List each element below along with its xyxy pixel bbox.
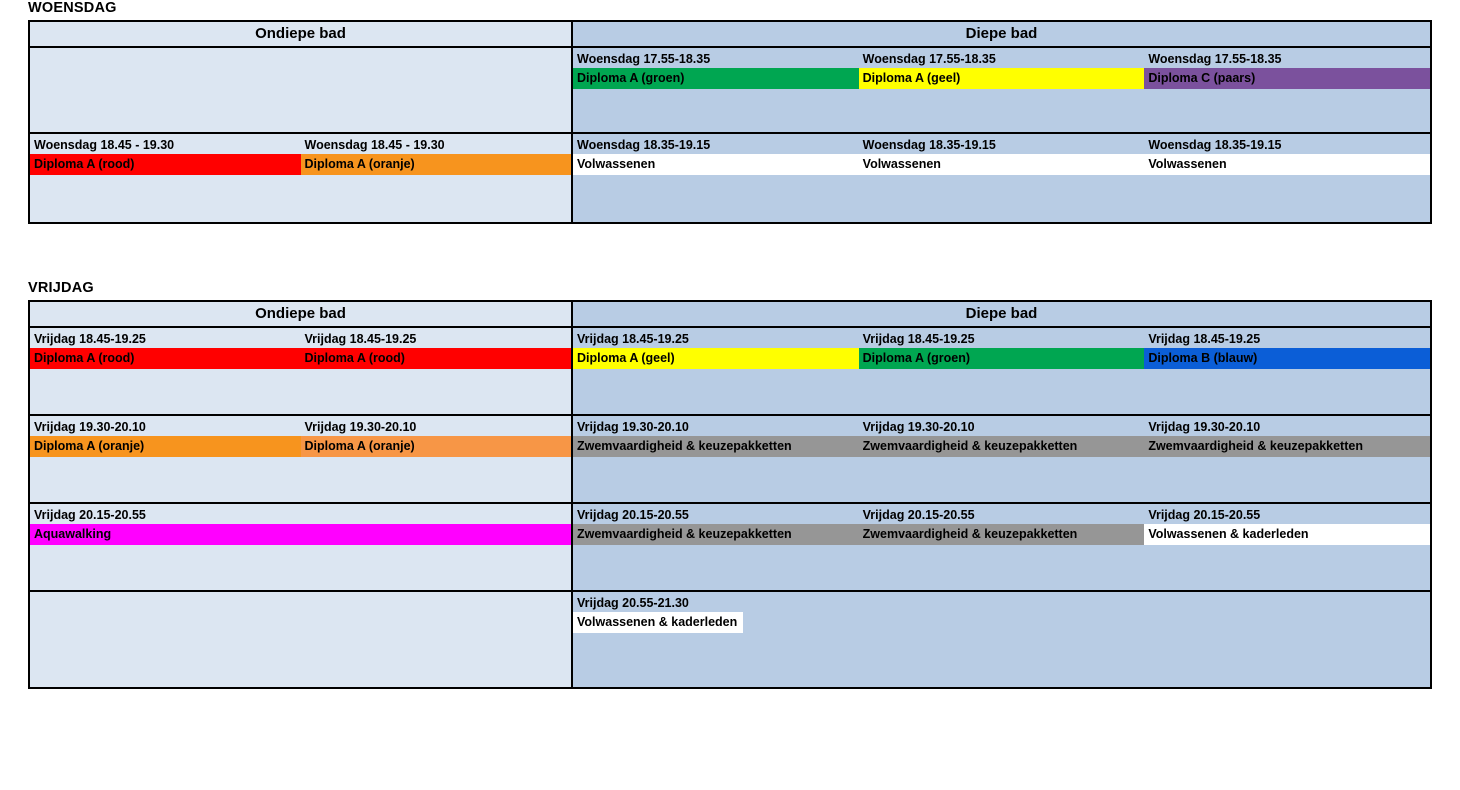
lesson-slot[interactable]: [859, 328, 1145, 414]
empty-slot: [30, 48, 571, 132]
deep-pool-pane: [573, 504, 1430, 590]
slot-time: Vrijdag 19.30-20.10: [1148, 420, 1261, 434]
slot-time: Vrijdag 18.45-19.25: [862, 332, 975, 346]
table-row: [30, 416, 1430, 504]
header-diepe-bad: Diepe bad: [573, 302, 1430, 326]
lesson-slot[interactable]: [573, 504, 859, 590]
shallow-pool-pane: [30, 592, 573, 687]
table-header-row: [30, 22, 1430, 48]
lesson-slot[interactable]: [573, 416, 859, 502]
schedule-table-vrijdag: [28, 300, 1432, 689]
lesson-slot[interactable]: [859, 504, 1145, 590]
shallow-pool-pane: [30, 328, 573, 414]
lesson-slot[interactable]: [1144, 48, 1430, 132]
slot-label: Diploma C (paars): [1144, 68, 1430, 89]
slot-label: Aquawalking: [30, 524, 571, 545]
header-diepe-bad: Diepe bad: [573, 22, 1430, 46]
shallow-pool-pane: [30, 48, 573, 132]
lesson-slot[interactable]: [301, 416, 572, 502]
lesson-slot[interactable]: [1144, 416, 1430, 502]
slot-label: Diploma A (oranje): [301, 154, 572, 175]
lesson-slot[interactable]: [301, 328, 572, 414]
lesson-slot[interactable]: [573, 328, 859, 414]
shallow-pool-pane: [30, 134, 573, 222]
lesson-slot[interactable]: [573, 48, 859, 132]
table-row: [30, 134, 1430, 222]
slot-label: Zwemvaardigheid & keuzepakketten: [859, 524, 1145, 545]
slot-label: Zwemvaardigheid & keuzepakketten: [573, 524, 859, 545]
slot-label: Diploma A (rood): [30, 348, 301, 369]
slot-label: Zwemvaardigheid & keuzepakketten: [859, 436, 1145, 457]
section-vrijdag: [0, 280, 1460, 689]
slot-label: Diploma A (rood): [30, 154, 301, 175]
deep-pool-pane: [573, 416, 1430, 502]
lesson-slot[interactable]: [1144, 328, 1430, 414]
slot-label: Volwassenen: [1144, 154, 1430, 175]
slot-label: Diploma A (geel): [573, 348, 859, 369]
slot-time: Vrijdag 19.30-20.10: [34, 420, 146, 434]
slot-label: Diploma A (groen): [573, 68, 859, 89]
deep-pool-pane: [573, 328, 1430, 414]
slot-label: Volwassenen & kaderleden: [1144, 524, 1430, 545]
day-title-woensdag: WOENSDAG: [28, 0, 117, 16]
header-ondiepe-bad: Ondiepe bad: [30, 22, 573, 46]
slot-time: Woensdag 17.55-18.35: [577, 52, 711, 66]
slot-label: Diploma B (blauw): [1144, 348, 1430, 369]
table-header-row: [30, 302, 1430, 328]
slot-time: Vrijdag 20.15-20.55: [1148, 508, 1261, 522]
deep-pool-pane: [573, 134, 1430, 222]
slot-time: Vrijdag 18.45-19.25: [34, 332, 146, 346]
lesson-slot[interactable]: [301, 134, 572, 222]
slot-label: Volwassenen: [859, 154, 1145, 175]
table-row: [30, 328, 1430, 416]
lesson-slot[interactable]: [1144, 134, 1430, 222]
lesson-slot[interactable]: [1144, 504, 1430, 590]
slot-label: Diploma A (rood): [301, 348, 572, 369]
deep-pool-pane: [573, 592, 1430, 687]
slot-label: Diploma A (groen): [859, 348, 1145, 369]
lesson-slot[interactable]: [859, 416, 1145, 502]
section-gap: [0, 224, 1460, 280]
shallow-pool-pane: [30, 504, 573, 590]
lesson-slot[interactable]: [30, 416, 301, 502]
deep-pool-pane: [573, 48, 1430, 132]
lesson-slot[interactable]: [573, 134, 859, 222]
header-ondiepe-bad: Ondiepe bad: [30, 302, 573, 326]
slot-time: Vrijdag 19.30-20.10: [304, 420, 417, 434]
slot-label: Diploma A (oranje): [301, 436, 572, 457]
table-row: [30, 48, 1430, 134]
lesson-slot[interactable]: [573, 592, 859, 687]
table-row: [30, 504, 1430, 592]
slot-label: Diploma A (geel): [859, 68, 1145, 89]
slot-time: Vrijdag 20.15-20.55: [862, 508, 975, 522]
empty-slot: [1144, 592, 1430, 687]
slot-label: Volwassenen & kaderleden: [573, 612, 743, 633]
slot-label: Zwemvaardigheid & keuzepakketten: [1144, 436, 1430, 457]
slot-time: Vrijdag 20.15-20.55: [577, 508, 689, 522]
slot-label: Zwemvaardigheid & keuzepakketten: [573, 436, 859, 457]
day-title-vrijdag: VRIJDAG: [28, 280, 94, 296]
empty-slot: [30, 592, 571, 687]
shallow-pool-pane: [30, 416, 573, 502]
slot-time: Woensdag 18.35-19.15: [577, 138, 711, 152]
lesson-slot[interactable]: [30, 328, 301, 414]
schedule-table-woensdag: [28, 20, 1432, 224]
lesson-slot[interactable]: [859, 48, 1145, 132]
table-row: [30, 592, 1430, 687]
lesson-slot[interactable]: [859, 134, 1145, 222]
slot-time: Vrijdag 20.55-21.30: [577, 596, 689, 610]
slot-time: Vrijdag 18.45-19.25: [304, 332, 417, 346]
lesson-slot[interactable]: [30, 134, 301, 222]
slot-time: Vrijdag 20.15-20.55: [34, 508, 146, 522]
lesson-slot[interactable]: [30, 504, 571, 590]
slot-time: Woensdag 17.55-18.35: [1148, 52, 1282, 66]
slot-time: Vrijdag 19.30-20.10: [577, 420, 689, 434]
slot-time: Woensdag 18.45 - 19.30: [304, 138, 445, 152]
slot-time: Woensdag 17.55-18.35: [862, 52, 996, 66]
slot-time: Woensdag 18.35-19.15: [1148, 138, 1282, 152]
slot-time: Vrijdag 19.30-20.10: [862, 420, 975, 434]
slot-time: Vrijdag 18.45-19.25: [1148, 332, 1261, 346]
slot-label: Volwassenen: [573, 154, 859, 175]
slot-time: Woensdag 18.35-19.15: [862, 138, 996, 152]
slot-time: Woensdag 18.45 - 19.30: [34, 138, 175, 152]
slot-label: Diploma A (oranje): [30, 436, 301, 457]
empty-slot: [859, 592, 1145, 687]
slot-time: Vrijdag 18.45-19.25: [577, 332, 689, 346]
section-woensdag: [0, 0, 1460, 224]
